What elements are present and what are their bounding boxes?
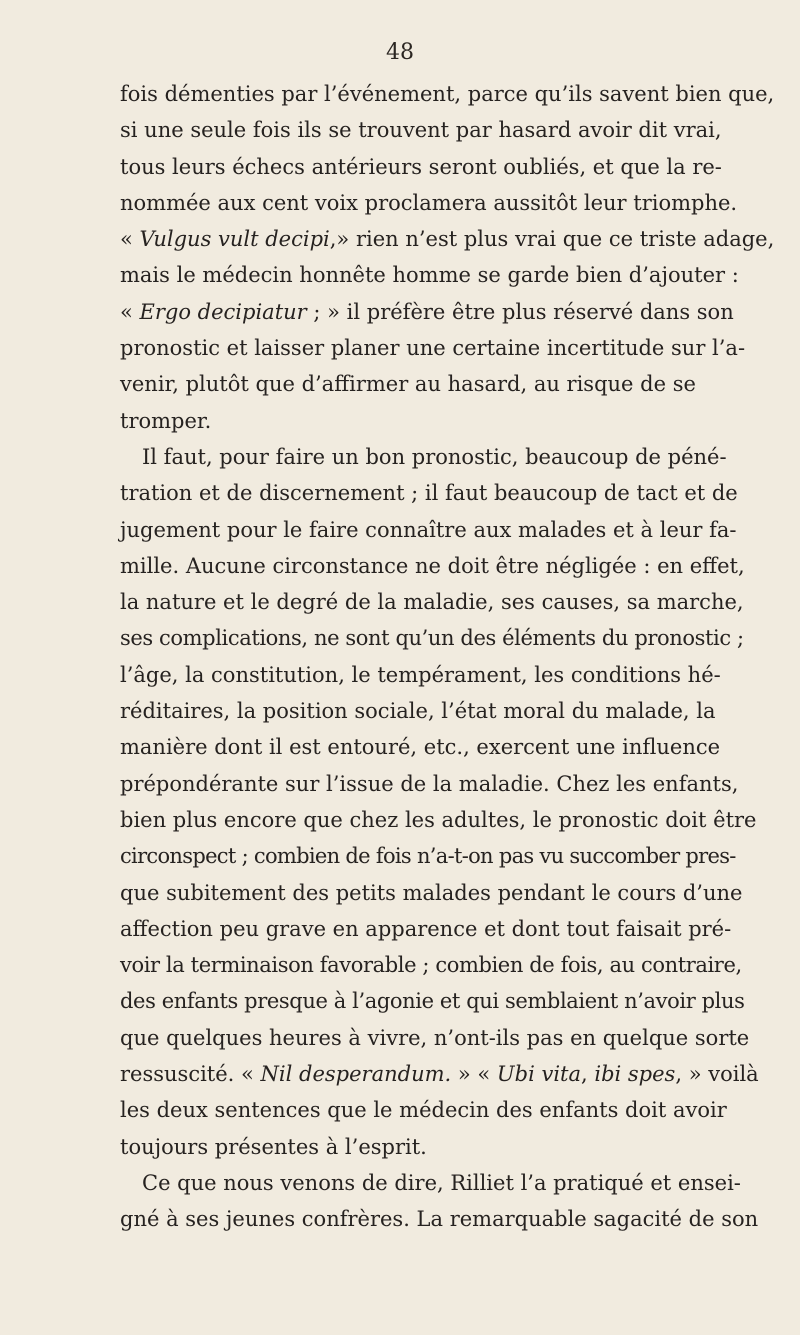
text-line: tration et de discernement ; il faut beaucoup de tact et de	[120, 481, 738, 506]
text-line: pronostic et laisser planer une certaine incertitude sur l’a-	[120, 336, 746, 361]
text-line: la nature et le degré de la maladie, ses causes, sa marche,	[120, 590, 744, 615]
body-text	[120, 76, 775, 1238]
text-line: si une seule fois ils se trouvent par hasard avoir dit vrai,	[120, 118, 722, 143]
text-line: réditaires, la position sociale, l’état moral du malade, la	[120, 699, 716, 724]
latin-quote: Vulgus vult decipi	[139, 227, 330, 252]
page-number: 48	[386, 40, 414, 65]
text-line: bien plus encore que chez les adultes, le pronostic doit être	[120, 807, 757, 832]
latin-quote: Ubi vita	[496, 1062, 581, 1087]
text-line: mais le médecin honnête homme se garde bien d’ajouter :	[120, 263, 739, 288]
text-line: l’âge, la constitution, le tempérament, les conditions hé-	[120, 662, 721, 687]
text-line: jugement pour le faire connaître aux malades et à leur fa-	[120, 517, 737, 542]
text-line: « Ergo decipiatur ; » il préfère être plus réservé dans son	[120, 299, 734, 324]
text-line: voir la terminaison favorable ; combien de fois, au contraire,	[120, 953, 742, 978]
latin-quote: Ergo decipiatur	[139, 299, 307, 324]
text-line: manière dont il est entouré, etc., exercent une influence	[120, 735, 721, 760]
text-line: circonspect ; combien de fois n’a-t-on pas vu succomber pres-	[120, 844, 736, 869]
text-line: ressuscité. « Nil desperandum. » « Ubi vita, ibi spes, » voilà	[120, 1062, 759, 1087]
text-line: ses complications, ne sont qu’un des éléments du pronostic ;	[120, 626, 744, 651]
text-line: des enfants presque à l’agonie et qui semblaient n’avoir plus	[120, 989, 745, 1014]
text-line: gné à ses jeunes confrères. La remarquable sagacité de son	[120, 1207, 759, 1232]
text-line: affection peu grave en apparence et dont tout faisait pré-	[120, 916, 732, 941]
text-line: tromper.	[120, 408, 212, 433]
text-line: « Vulgus vult decipi,» rien n’est plus vrai que ce triste adage,	[120, 227, 775, 252]
latin-quote: Nil desperandum.	[260, 1062, 452, 1087]
text-line: toujours présentes à l’esprit.	[120, 1134, 427, 1159]
text-line: mille. Aucune circonstance ne doit être négligée : en effet,	[120, 553, 745, 578]
text-line: venir, plutôt que d’affirmer au hasard, au risque de se	[120, 372, 696, 397]
text-line: tous leurs échecs antérieurs seront oubliés, et que la re-	[120, 154, 722, 179]
text-line: Ce que nous venons de dire, Rilliet l’a pratiqué et ensei-	[142, 1170, 741, 1195]
text-line: que quelques heures à vivre, n’ont-ils pas en quelque sorte	[120, 1025, 750, 1050]
text-line: les deux sentences que le médecin des enfants doit avoir	[120, 1098, 727, 1123]
text-line: fois démenties par l’événement, parce qu’ils savent bien que,	[120, 82, 775, 106]
text-line: prépondérante sur l’issue de la maladie. Chez les enfants,	[120, 771, 739, 796]
text-line: que subitement des petits malades pendant le cours d’une	[120, 880, 743, 905]
latin-quote: ibi spes	[594, 1062, 676, 1087]
text-line: nommée aux cent voix proclamera aussitôt leur triomphe.	[120, 190, 738, 215]
text-line: Il faut, pour faire un bon pronostic, beaucoup de péné-	[142, 444, 727, 469]
